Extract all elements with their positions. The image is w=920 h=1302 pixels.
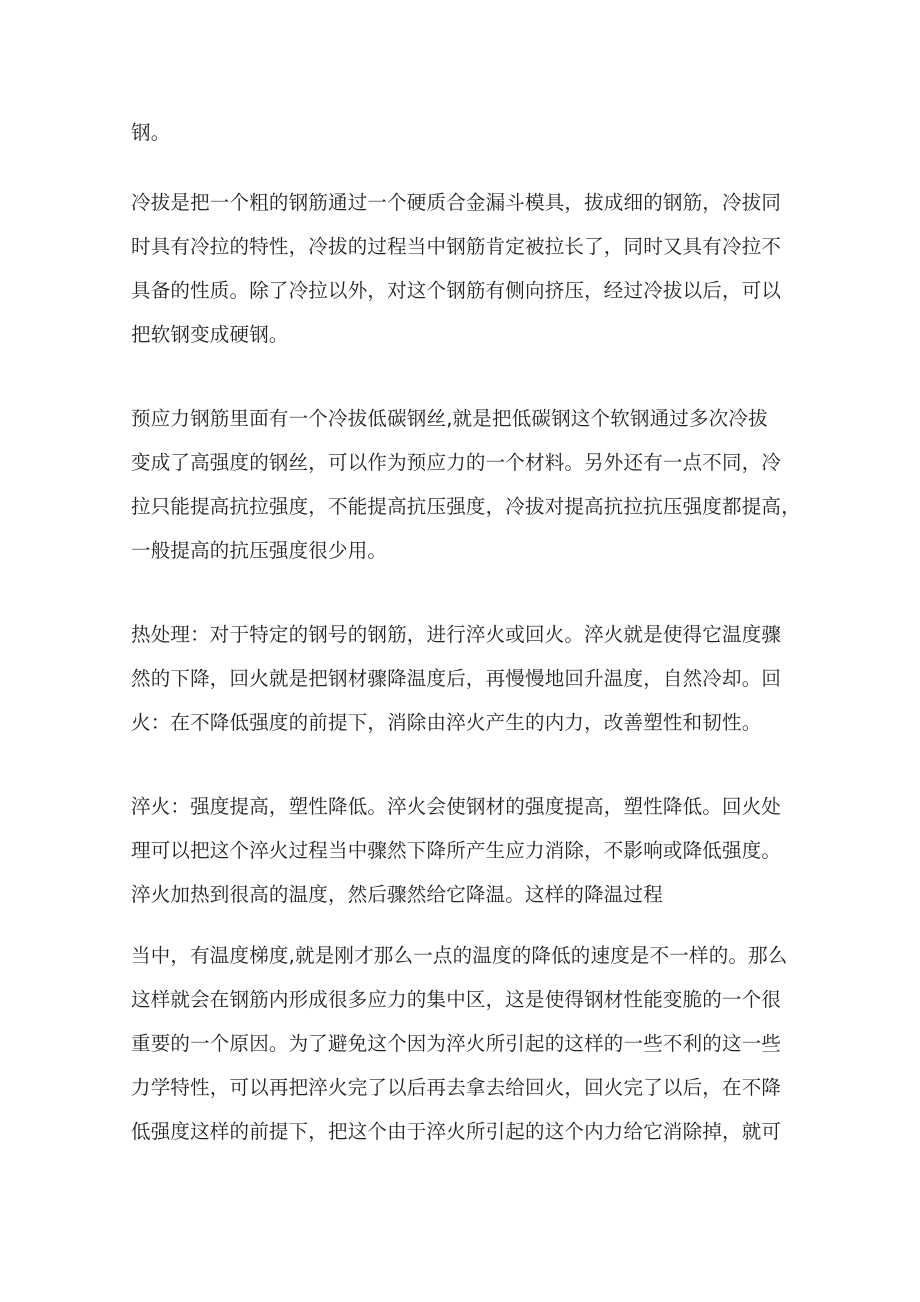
paragraph-1: [131, 111, 811, 155]
text-line: 淬火加热到很高的温度，然后骤然给它降温。这样的降温过程: [131, 883, 663, 906]
text-line: 一般提高的抗压强度很少用。: [131, 539, 388, 562]
text-line: 低强度这样的前提下，把这个由于淬火所引起的这个内力给它消除掉，就可: [131, 1120, 782, 1143]
text-line: 淬火：强度提高，塑性降低。淬火会使钢材的强度提高，塑性降低。回火处: [131, 795, 782, 818]
paragraph-6: [131, 934, 811, 1154]
text-line: 具备的性质。除了冷拉以外，对这个钢筋有侧向挤压，经过冷拔以后，可以: [131, 279, 782, 302]
text-line: 变成了高强度的钢丝，可以作为预应力的一个材料。另外还有一点不同，冷: [131, 451, 782, 474]
text-line: 时具有冷拉的特性，冷拔的过程当中钢筋肯定被拉长了，同时又具有冷拉不: [131, 235, 782, 258]
paragraph-5: [131, 785, 811, 917]
text-line: 火：在不降低强度的前提下，消除由淬火产生的内力，改善塑性和韧性。: [131, 711, 762, 734]
text-line: 这样就会在钢筋内形成很多应力的集中区，这是使得钢材性能变脆的一个很: [131, 988, 782, 1011]
text-line: 拉只能提高抗拉强度，不能提高抗压强度，冷拔对提高抗拉抗压强度都提高，: [131, 495, 801, 518]
paragraph-3: [131, 397, 811, 573]
text-line: 冷拔是把一个粗的钢筋通过一个硬质合金漏斗模具，拔成细的钢筋，冷拔同: [131, 191, 782, 214]
text-line: 把软钢变成硬钢。: [131, 323, 289, 346]
text-line: 热处理：对于特定的钢号的钢筋，进行淬火或回火。淬火就是使得它温度骤: [131, 623, 782, 646]
text-line: 钢。: [131, 121, 171, 144]
text-line: 预应力钢筋里面有一个冷拔低碳钢丝,就是把低碳钢这个软钢通过多次冷拔: [131, 407, 768, 430]
paragraph-2: [131, 181, 811, 357]
text-line: 当中，有温度梯度,就是刚才那么一点的温度的降低的速度是不一样的。那么: [131, 944, 788, 967]
text-line: 力学特性，可以再把淬火完了以后再去拿去给回火，回火完了以后，在不降: [131, 1076, 782, 1099]
text-line: 然的下降，回火就是把钢材骤降温度后，再慢慢地回升温度，自然冷却。回: [131, 667, 782, 690]
paragraph-4: [131, 613, 811, 745]
text-line: 理可以把这个淬火过程当中骤然下降所产生应力消除，不影响或降低强度。: [131, 839, 782, 862]
text-line: 重要的一个原因。为了避免这个因为淬火所引起的这样的一些不利的这一些: [131, 1032, 782, 1055]
